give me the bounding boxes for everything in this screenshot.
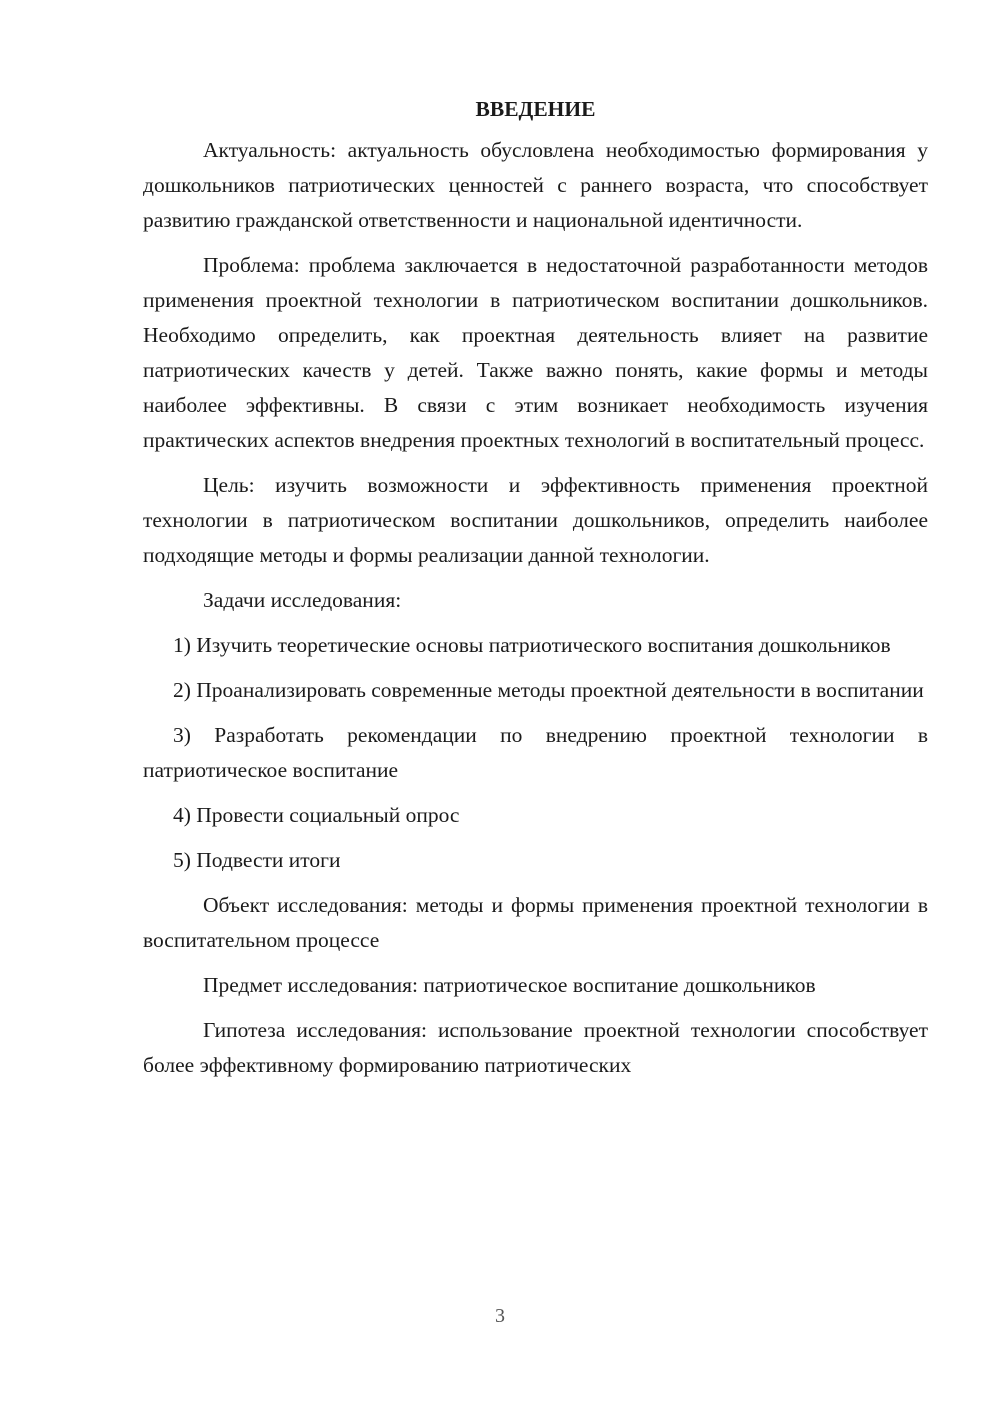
paragraph-goal: Цель: изучить возможности и эффективность применения проектной технологии в патриотическом воспитании дошкольников, определить наиболее подходящие методы и формы реализации данной технологии. — [143, 473, 928, 567]
paragraph-tasks-heading: Задачи исследования: — [203, 588, 402, 612]
paragraph-problem: Проблема: проблема заключается в недостаточной разработанности методов применения проектной технологии в патриотическом воспитании дошкольников. Необходимо определить, как проектная деятельность влияет на развитие патриотических качеств у детей. Также важно понять, какие формы и методы наиболее эффективны. В связи с этим возникает необходимость изучения практических аспектов внедрения проектных технологий в воспитательный процесс. — [143, 253, 928, 452]
paragraph-hypothesis: Гипотеза исследования: использование проектной технологии способствует более эффективному формированию патриотических — [143, 1018, 928, 1077]
page-number: 3 — [495, 1305, 505, 1327]
paragraph-object: Объект исследования: методы и формы применения проектной технологии в воспитательном процессе — [143, 893, 928, 952]
document-page — [143, 92, 928, 1083]
paragraph-subject: Предмет исследования: патриотическое воспитание дошкольников — [203, 973, 816, 997]
task-item: 2) Проанализировать современные методы проектной деятельности в воспитании — [173, 678, 924, 702]
paragraph-relevance: Актуальность: актуальность обусловлена необходимостью формирования у дошкольников патриотических ценностей с раннего возраста, что способствует развитию гражданской ответственности и национальной идентичности. — [143, 138, 928, 232]
task-item: 1) Изучить теоретические основы патриотического воспитания дошкольников — [173, 633, 891, 657]
task-item: 4) Провести социальный опрос — [173, 803, 460, 827]
section-title: ВВЕДЕНИЕ — [475, 97, 596, 121]
task-item: 5) Подвести итоги — [173, 848, 341, 872]
task-item: 3) Разработать рекомендации по внедрению проектной технологии в патриотическое воспитание — [143, 723, 928, 782]
